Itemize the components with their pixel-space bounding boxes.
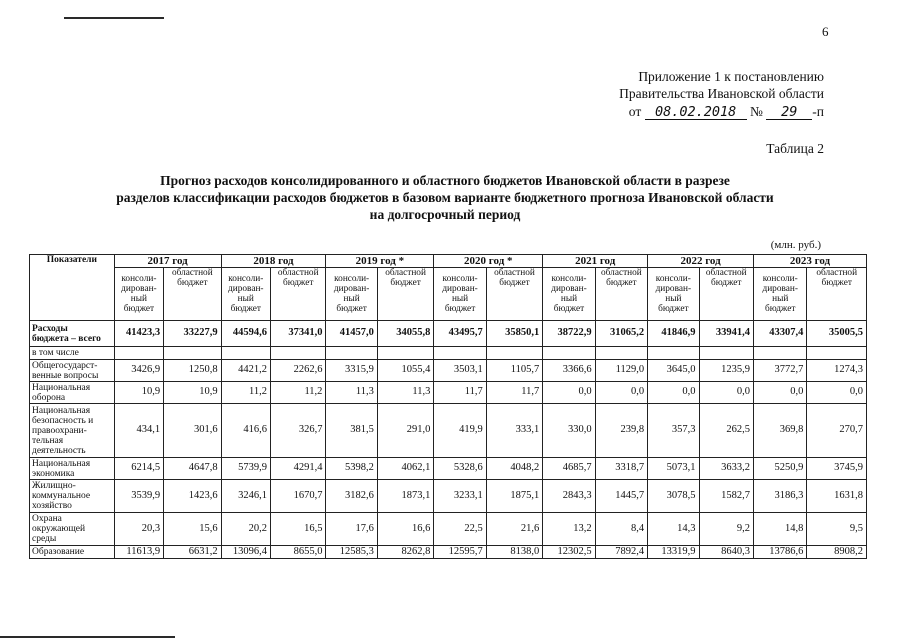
- row-label: [30, 360, 115, 382]
- regional-budget-header: [595, 268, 647, 321]
- value-cell: 4685,7: [543, 458, 595, 480]
- value-cell: 35850,1: [486, 321, 542, 347]
- value-cell: 1875,1: [486, 480, 542, 513]
- row-label: [30, 404, 115, 458]
- value-cell: 13319,9: [648, 546, 699, 559]
- value-cell: 5328,6: [434, 458, 486, 480]
- empty-cell: [164, 347, 221, 360]
- value-cell: 3233,1: [434, 480, 486, 513]
- value-cell: 0,0: [753, 382, 806, 404]
- value-cell: 0,0: [648, 382, 699, 404]
- value-cell: 3182,6: [326, 480, 377, 513]
- year-header: 2018 год: [221, 255, 326, 268]
- label-line: Национальная: [32, 382, 91, 393]
- value-cell: 1129,0: [595, 360, 647, 382]
- label-line: венные вопросы: [32, 370, 99, 381]
- value-cell: 31065,2: [595, 321, 647, 347]
- year-header: 2021 год: [543, 255, 648, 268]
- header-text-line: областной: [277, 268, 319, 278]
- value-cell: 301,6: [164, 404, 221, 458]
- value-cell: 3078,5: [648, 480, 699, 513]
- value-cell: 330,0: [543, 404, 595, 458]
- value-cell: 0,0: [595, 382, 647, 404]
- appendix-line-2: Правительства Ивановской области: [619, 86, 824, 101]
- value-cell: 11,3: [326, 382, 377, 404]
- empty-cell: [543, 347, 595, 360]
- label-line: безопасность и: [32, 415, 94, 426]
- value-cell: 5398,2: [326, 458, 377, 480]
- value-cell: 11,7: [434, 382, 486, 404]
- number-suffix: -п: [812, 104, 824, 119]
- header-text-line: бюджет: [177, 278, 208, 288]
- value-cell: 1631,8: [807, 480, 867, 513]
- table-row: [30, 360, 867, 382]
- row-label: [30, 321, 115, 347]
- value-cell: 381,5: [326, 404, 377, 458]
- row-label: [30, 382, 115, 404]
- row-label: [30, 513, 115, 546]
- header-text-line: бюджет: [821, 278, 852, 288]
- value-cell: 8640,3: [699, 546, 753, 559]
- title-line: Прогноз расходов консолидированного и областного бюджетов Ивановской области в разрезе: [160, 173, 730, 188]
- value-cell: 4421,2: [221, 360, 270, 382]
- value-cell: 12595,7: [434, 546, 486, 559]
- value-cell: 12585,3: [326, 546, 377, 559]
- header-text-line: дирован-: [121, 284, 157, 294]
- value-cell: 41423,3: [114, 321, 163, 347]
- indicator-header: Показатели: [30, 255, 115, 321]
- header-text-line: бюджет: [553, 304, 585, 314]
- value-cell: 262,5: [699, 404, 753, 458]
- value-cell: 15,6: [164, 513, 221, 546]
- label-line: бюджета – всего: [32, 333, 101, 344]
- value-cell: 3366,6: [543, 360, 595, 382]
- value-cell: 10,9: [114, 382, 163, 404]
- value-cell: 33941,4: [699, 321, 753, 347]
- title-line: разделов классификации расходов бюджетов в базовом варианте бюджетного прогноза Ивановской области: [116, 190, 774, 205]
- regional-budget-header: [164, 268, 221, 321]
- empty-cell: [595, 347, 647, 360]
- label-line: Национальная: [32, 405, 91, 416]
- value-cell: 239,8: [595, 404, 647, 458]
- year-header: 2017 год: [114, 255, 221, 268]
- value-cell: 11613,9: [114, 546, 163, 559]
- value-cell: 37341,0: [270, 321, 325, 347]
- value-cell: 3633,2: [699, 458, 753, 480]
- label-line: среды: [32, 534, 57, 544]
- value-cell: 419,9: [434, 404, 486, 458]
- table-row: [30, 404, 867, 458]
- value-cell: 3645,0: [648, 360, 699, 382]
- row-label: [30, 546, 115, 559]
- scan-artifact-bottom: [0, 636, 175, 638]
- value-cell: 21,6: [486, 513, 542, 546]
- header-text-line: бюджет: [390, 278, 421, 288]
- including-label: в том числе: [30, 347, 115, 360]
- value-cell: 3186,3: [753, 480, 806, 513]
- value-cell: 20,2: [221, 513, 270, 546]
- appendix-line-1: Приложение 1 к постановлению: [638, 69, 824, 84]
- header-text-line: бюджет: [123, 304, 155, 314]
- header-row-budget-types: [30, 268, 867, 321]
- header-text-line: областной: [601, 268, 642, 278]
- value-cell: 2843,3: [543, 480, 595, 513]
- value-cell: 3315,9: [326, 360, 377, 382]
- header-text-line: дирован-: [655, 284, 692, 294]
- year-header: 2022 год: [648, 255, 754, 268]
- header-text-line: бюджет: [658, 304, 689, 314]
- header-text-line: бюджет: [711, 278, 742, 288]
- value-cell: 5073,1: [648, 458, 699, 480]
- row-label: [30, 480, 115, 513]
- header-text-line: бюджет: [499, 278, 530, 288]
- label-line: Охрана: [32, 514, 62, 524]
- value-cell: 434,1: [114, 404, 163, 458]
- consolidated-budget-header: [114, 268, 163, 321]
- value-cell: 333,1: [486, 404, 542, 458]
- value-cell: 41457,0: [326, 321, 377, 347]
- label-line: окружающей: [32, 524, 86, 534]
- label-line: деятельность: [32, 445, 86, 456]
- value-cell: 13786,6: [753, 546, 806, 559]
- value-cell: 1250,8: [164, 360, 221, 382]
- label-line: хозяйство: [32, 501, 72, 511]
- header-text-line: консоли-: [334, 274, 370, 284]
- value-cell: 12302,5: [543, 546, 595, 559]
- header-text-line: консоли-: [442, 274, 478, 284]
- header-text-line: областной: [385, 268, 426, 278]
- header-text-line: ный: [130, 294, 147, 304]
- label-line: коммунальное: [32, 491, 91, 501]
- page-number: 6: [822, 24, 829, 39]
- label-line: Национальная: [32, 458, 91, 469]
- consolidated-budget-header: [326, 268, 377, 321]
- value-cell: 3318,7: [595, 458, 647, 480]
- value-cell: 41846,9: [648, 321, 699, 347]
- empty-cell: [114, 347, 163, 360]
- regional-budget-header: [270, 268, 325, 321]
- label-line: тельная: [32, 435, 64, 446]
- value-cell: 10,9: [164, 382, 221, 404]
- value-cell: 369,8: [753, 404, 806, 458]
- label-line: экономика: [32, 468, 75, 479]
- label-line: Расходы: [32, 323, 68, 334]
- value-cell: 43495,7: [434, 321, 486, 347]
- table-row: [30, 458, 867, 480]
- header-text-line: бюджет: [230, 304, 261, 314]
- empty-cell: [377, 347, 433, 360]
- empty-cell: [648, 347, 699, 360]
- consolidated-budget-header: [434, 268, 486, 321]
- year-header: 2020 год *: [434, 255, 543, 268]
- header-text-line: бюджет: [282, 278, 314, 288]
- value-cell: 38722,9: [543, 321, 595, 347]
- value-cell: 8138,0: [486, 546, 542, 559]
- header-text-line: ный: [237, 294, 254, 304]
- value-cell: 8,4: [595, 513, 647, 546]
- value-cell: 1105,7: [486, 360, 542, 382]
- header-text-line: консоли-: [655, 274, 691, 284]
- value-cell: 6631,2: [164, 546, 221, 559]
- decree-date: 08.02.2018: [645, 105, 747, 120]
- header-text-line: консоли-: [762, 274, 798, 284]
- header-text-line: ный: [343, 294, 360, 304]
- header-text-line: областной: [171, 268, 213, 278]
- empty-cell: [486, 347, 542, 360]
- value-cell: 6214,5: [114, 458, 163, 480]
- value-cell: 326,7: [270, 404, 325, 458]
- header-text-line: областной: [705, 268, 747, 278]
- empty-cell: [221, 347, 270, 360]
- header-text-line: областной: [494, 268, 535, 278]
- header-text-line: ный: [772, 294, 789, 304]
- regional-budget-header: [807, 268, 867, 321]
- value-cell: 3246,1: [221, 480, 270, 513]
- table-row: [30, 382, 867, 404]
- value-cell: 2262,6: [270, 360, 325, 382]
- header-text-line: дирован-: [333, 284, 370, 294]
- value-cell: 4062,1: [377, 458, 433, 480]
- value-cell: 3503,1: [434, 360, 486, 382]
- value-cell: 357,3: [648, 404, 699, 458]
- value-cell: 4647,8: [164, 458, 221, 480]
- year-header: 2023 год: [753, 255, 866, 268]
- value-cell: 7892,4: [595, 546, 647, 559]
- header-text-line: консоли-: [121, 274, 157, 284]
- value-cell: 11,7: [486, 382, 542, 404]
- table-row: [30, 480, 867, 513]
- value-cell: 1670,7: [270, 480, 325, 513]
- including-row: [30, 347, 867, 360]
- header-text-line: ный: [665, 294, 682, 304]
- header-text-line: бюджет: [764, 304, 796, 314]
- value-cell: 20,3: [114, 513, 163, 546]
- header-text-line: дирован-: [762, 284, 798, 294]
- value-cell: 44594,6: [221, 321, 270, 347]
- value-cell: 3426,9: [114, 360, 163, 382]
- header-row-years: [30, 255, 867, 268]
- consolidated-budget-header: [648, 268, 699, 321]
- empty-cell: [326, 347, 377, 360]
- value-cell: 17,6: [326, 513, 377, 546]
- units-note: (млн. руб.): [770, 239, 821, 251]
- value-cell: 0,0: [807, 382, 867, 404]
- value-cell: 34055,8: [377, 321, 433, 347]
- header-text-line: бюджет: [336, 304, 367, 314]
- empty-cell: [270, 347, 325, 360]
- row-label: [30, 458, 115, 480]
- value-cell: 13,2: [543, 513, 595, 546]
- empty-cell: [699, 347, 753, 360]
- value-cell: 270,7: [807, 404, 867, 458]
- value-cell: 8655,0: [270, 546, 325, 559]
- value-cell: 0,0: [543, 382, 595, 404]
- value-cell: 416,6: [221, 404, 270, 458]
- header-text-line: областной: [816, 268, 858, 278]
- label-line: Общегосударст-: [32, 360, 98, 371]
- value-cell: 14,3: [648, 513, 699, 546]
- value-cell: 1873,1: [377, 480, 433, 513]
- header-text-line: дирован-: [442, 284, 478, 294]
- value-cell: 14,8: [753, 513, 806, 546]
- header-text-line: ный: [560, 294, 578, 304]
- table-row: [30, 546, 867, 559]
- empty-cell: [753, 347, 806, 360]
- value-cell: 1423,6: [164, 480, 221, 513]
- header-text-line: бюджет: [444, 304, 476, 314]
- value-cell: 4048,2: [486, 458, 542, 480]
- number-label: №: [750, 104, 763, 119]
- consolidated-budget-header: [753, 268, 806, 321]
- consolidated-budget-header: [543, 268, 595, 321]
- value-cell: 33227,9: [164, 321, 221, 347]
- header-text-line: бюджет: [606, 278, 637, 288]
- value-cell: 11,2: [221, 382, 270, 404]
- table-caption: Таблица 2: [766, 141, 824, 156]
- value-cell: 8908,2: [807, 546, 867, 559]
- value-cell: 3745,9: [807, 458, 867, 480]
- value-cell: 1235,9: [699, 360, 753, 382]
- value-cell: 0,0: [699, 382, 753, 404]
- table-row: [30, 513, 867, 546]
- value-cell: 291,0: [377, 404, 433, 458]
- decree-number: 29: [766, 105, 812, 120]
- value-cell: 4291,4: [270, 458, 325, 480]
- regional-budget-header: [699, 268, 753, 321]
- value-cell: 1055,4: [377, 360, 433, 382]
- value-cell: 16,6: [377, 513, 433, 546]
- value-cell: 1445,7: [595, 480, 647, 513]
- year-header: 2019 год *: [326, 255, 434, 268]
- value-cell: 35005,5: [807, 321, 867, 347]
- regional-budget-header: [377, 268, 433, 321]
- value-cell: 11,3: [377, 382, 433, 404]
- value-cell: 3772,7: [753, 360, 806, 382]
- scan-artifact-top: [64, 17, 164, 19]
- label-line: Жилищно-: [32, 481, 76, 491]
- header-text-line: консоли-: [551, 274, 587, 284]
- header-text-line: консоли-: [228, 274, 264, 284]
- total-expenses-row: [30, 321, 867, 347]
- title-line: на долгосрочный период: [369, 207, 521, 222]
- label-line: Образование: [32, 547, 85, 557]
- value-cell: 8262,8: [377, 546, 433, 559]
- header-text-line: ный: [451, 294, 469, 304]
- document-title: [92, 172, 798, 223]
- empty-cell: [434, 347, 486, 360]
- value-cell: 3539,9: [114, 480, 163, 513]
- value-cell: 5250,9: [753, 458, 806, 480]
- value-cell: 1274,3: [807, 360, 867, 382]
- value-cell: 13096,4: [221, 546, 270, 559]
- value-cell: 43307,4: [753, 321, 806, 347]
- value-cell: 9,5: [807, 513, 867, 546]
- header-text-line: дирован-: [551, 284, 587, 294]
- from-label: от: [628, 104, 642, 119]
- regional-budget-header: [486, 268, 542, 321]
- appendix-line-3: [629, 104, 824, 120]
- empty-cell: [807, 347, 867, 360]
- value-cell: 11,2: [270, 382, 325, 404]
- value-cell: 9,2: [699, 513, 753, 546]
- consolidated-budget-header: [221, 268, 270, 321]
- header-text-line: дирован-: [228, 284, 264, 294]
- label-line: правоохрани-: [32, 425, 87, 436]
- budget-forecast-table: [29, 254, 867, 559]
- label-line: оборона: [32, 392, 66, 403]
- value-cell: 1582,7: [699, 480, 753, 513]
- value-cell: 5739,9: [221, 458, 270, 480]
- value-cell: 16,5: [270, 513, 325, 546]
- value-cell: 22,5: [434, 513, 486, 546]
